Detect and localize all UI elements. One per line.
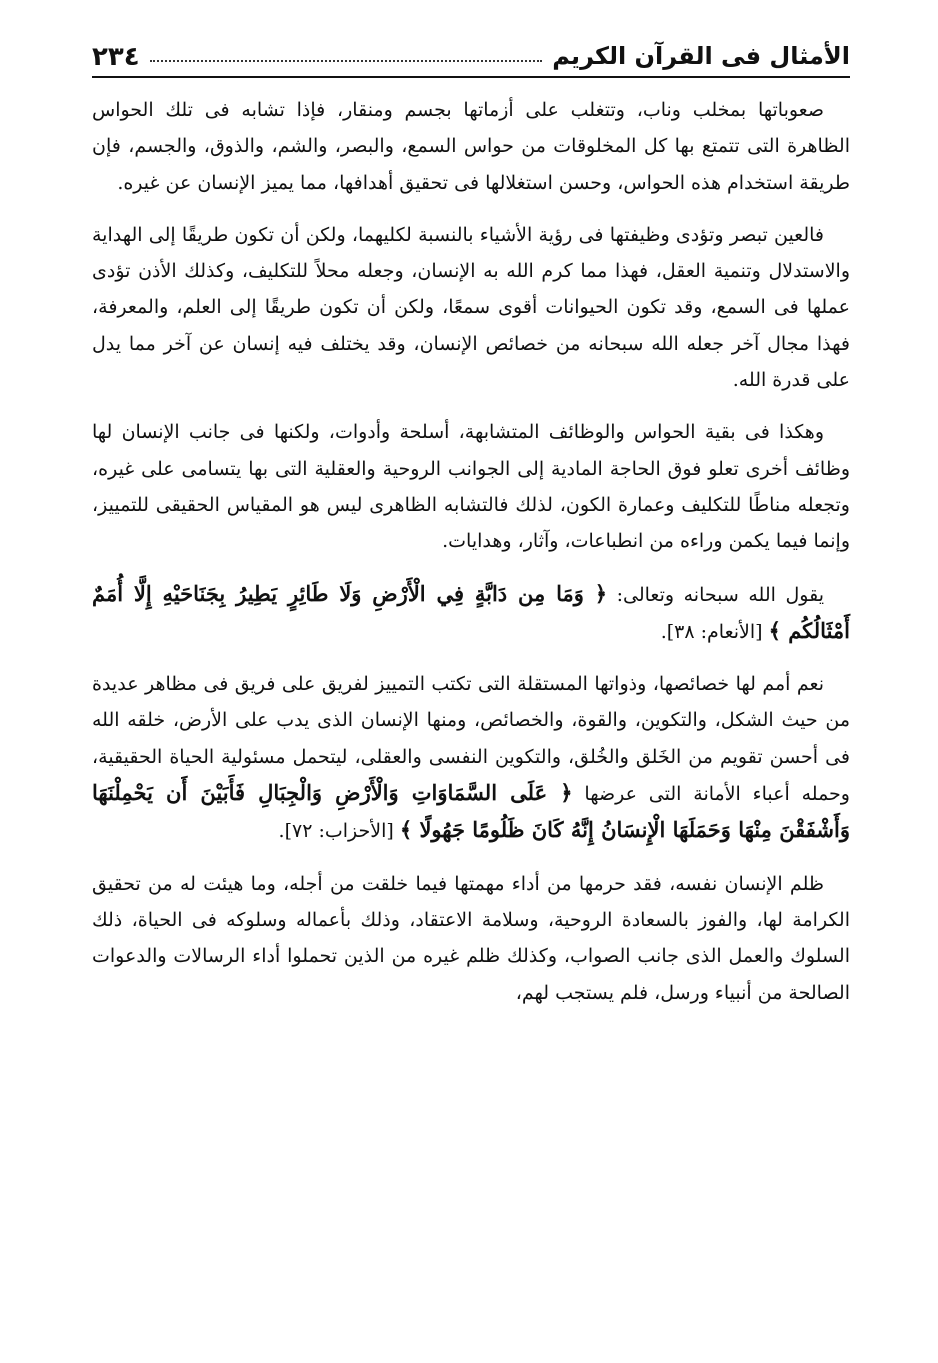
paragraph-text: فالعين تبصر وتؤدى وظيفتها فى رؤية الأشياء بالنسبة لكليهما، ولكن أن تكون طريقًا إلى الهداية والاستدلال وتنمية العقل، فهذا مما كرم الله به الإنسان، وجعله محلاً للتكليف، وكذلك الأذن تؤدى عملها فى السمع، وقد تكون الحيوانات أقوى سمعًا، ولكن أن تكون طريقًا إلى العلم، والمعرفة، فهذا مجال آخر جعله الله سبحانه من خصائص الإنسان، وقد يختلف فيه إنسان عن آخر مما يدل على قدرة الله. [92,223,850,392]
paragraph-6 [92,866,850,1011]
page-number: ٢٣٤ [92,42,140,72]
paragraph-text: صعوباتها بمخلب وناب، وتتغلب على أزماتها بجسم ومنقار، فإذا تشابه فى تلك الحواس الظاهرة التى تتمتع بها كل المخلوقات من حواس السمع، والبصر، والشم، والذوق، والجسم، فإن طريقة استخدام هذه الحواس، وحسن استغلالها فى تحقيق أهدافها، مما يميز الإنسان عن غيره. [92,99,850,194]
page-header [92,28,850,78]
paragraph-text: وهكذا فى بقية الحواس والوظائف المتشابهة، أسلحة وأدوات، ولكنها فى جانب الإنسان لها وظائف أخرى تعلو فوق الحاجة المادية إلى الجوانب الروحية والعقلية التى بها يتسامى على غيره، وتجعله مناطًا للتكليف وعمارة الكون، لذلك فالتشابه الظاهرى ليس هو المقياس الحقيقى للتمييز، وإنما فيما يكمن وراءه من انطباعات، وآثار، وهدايات. [92,421,850,553]
paragraph-text: ظلم الإنسان نفسه، فقد حرمها من أداء مهمتها فيما خلقت من أجله، وما هيئت له من تحقيق الكرامة لها، والفوز بالسعادة الروحية، وسلامة الاعتقاد، وذلك بأعماله وسلوكه فى الحياة، ذلك السلوك والعمل الذى جانب الصواب، وكذلك ظلم غيره من الذين تحملوا أداء الرسالات والدعوات الصالحة من أنبياء ورسل، فلم يستجب لهم، [92,872,850,1004]
quran-verse: ﴿ عَلَى السَّمَاوَاتِ وَالْأَرْضِ وَالْجِبَالِ فَأَبَيْنَ أَن يَحْمِلْنَهَا وَأَشْفَقْنَ مِنْهَا وَحَمَلَهَا الْإِنسَانُ إِنَّهُ كَانَ ظَلُومًا جَهُولًا ﴾ [92,780,850,843]
verse-reference: [الأنعام: ٣٨]. [660,620,769,643]
verse-reference: [الأحزاب: ٧٢]. [278,820,400,843]
paragraph-1 [92,92,850,201]
page-body [92,92,850,1011]
paragraph-4-quran-anam [92,576,850,651]
paragraph-5-quran-ahzab [92,666,850,849]
dotted-leader [150,60,543,62]
paragraph-text: نعم أمم لها خصائصها، وذواتها المستقلة التى تكتب التمييز لفريق على فريق فى مظاهر عديدة من حيث الشكل، والتكوين، والقوة، والخصائص، ومنها الإنسان الذى يدب على الأرض، خلقه الله فى أحسن تقويم من الخَلق والخُلق، والتكوين النفسى والعقلى، ليتحمل مسئولية الحياة الحقيقية، وحمله أعباء الأمانة التى عرضها [92,673,850,806]
quote-intro: يقول الله سبحانه وتعالى: [607,583,824,606]
book-title: الأمثال فى القرآن الكريم [552,42,850,70]
paragraph-3 [92,414,850,559]
quran-verse: ﴿ وَمَا مِن دَابَّةٍ فِي الْأَرْضِ وَلَا طَائِرٍ يَطِيرُ بِجَنَاحَيْهِ إِلَّا أُمَمٌ أَمْثَالُكُم ﴾ [92,580,850,643]
paragraph-2 [92,217,850,398]
